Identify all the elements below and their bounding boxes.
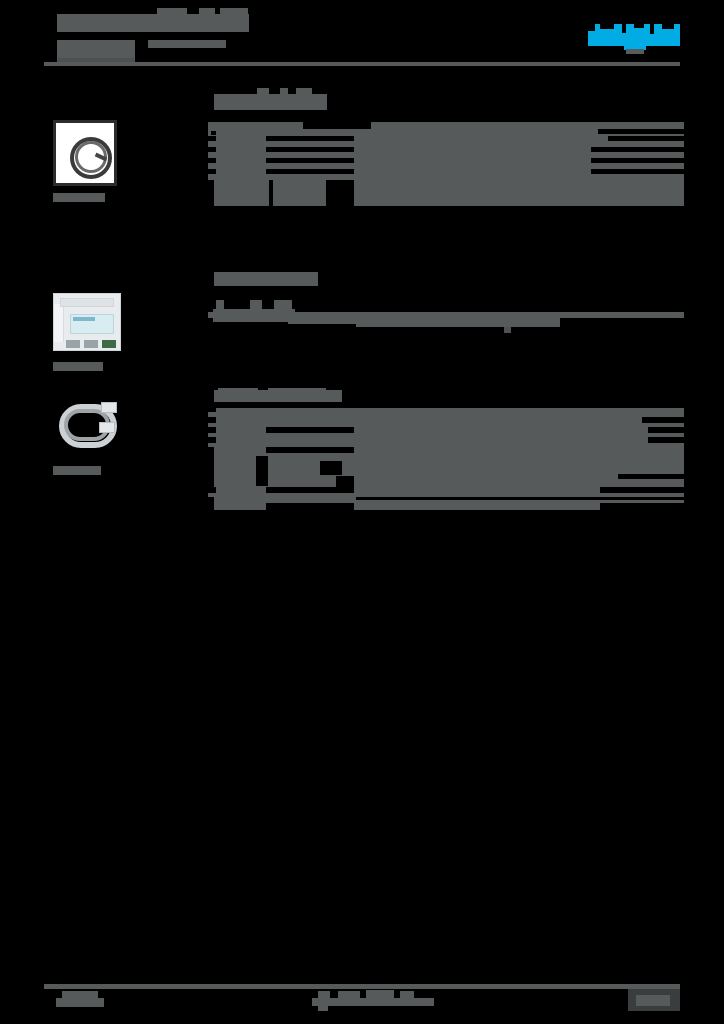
table-cell-gap bbox=[598, 129, 684, 134]
coiled-cable-icon bbox=[68, 135, 108, 175]
page-footer bbox=[0, 984, 724, 1024]
section-2-body bbox=[208, 312, 684, 338]
module-terminal bbox=[84, 340, 98, 348]
footer-center-text-line2 bbox=[312, 998, 434, 1006]
page-number bbox=[636, 995, 670, 1006]
footer-center-text bbox=[366, 990, 394, 998]
section-3-table bbox=[208, 408, 684, 510]
logo-notch bbox=[634, 24, 644, 28]
rj45-plug bbox=[99, 422, 115, 433]
section-1 bbox=[208, 88, 684, 110]
page-title-ascender-1 bbox=[157, 8, 187, 16]
logo-notch bbox=[588, 24, 595, 31]
page-title-line-2 bbox=[57, 40, 135, 58]
table-cell-gap bbox=[266, 158, 354, 163]
subheading-ascender bbox=[250, 300, 262, 309]
module-brand-mark bbox=[73, 317, 95, 321]
product-image-din-module bbox=[53, 293, 121, 371]
din-rail-module-icon bbox=[53, 293, 121, 351]
heading-bar bbox=[214, 390, 342, 402]
product-image-coiled-cable bbox=[53, 120, 117, 202]
section-1-table bbox=[208, 122, 684, 206]
page-header bbox=[0, 0, 724, 70]
table-header-cell bbox=[371, 122, 684, 129]
footer-center-text bbox=[400, 991, 414, 998]
section-3 bbox=[208, 386, 684, 408]
table-gutter bbox=[208, 136, 216, 141]
table-gutter bbox=[320, 461, 342, 475]
page-title-ascender-2 bbox=[199, 8, 215, 16]
table-gutter bbox=[208, 447, 214, 487]
header-divider bbox=[44, 62, 680, 66]
module-side-lip bbox=[54, 304, 64, 342]
table-gutter bbox=[336, 476, 354, 488]
table-gutter bbox=[208, 427, 216, 433]
table-cell-gap bbox=[266, 147, 354, 152]
table-row-gap bbox=[356, 497, 684, 500]
table-cell-gap bbox=[266, 503, 354, 510]
table-gutter bbox=[208, 497, 214, 510]
logo-notch bbox=[622, 24, 626, 33]
table-cell-gap bbox=[591, 169, 684, 174]
table-cell-gap bbox=[648, 427, 684, 433]
table-cell-gap bbox=[648, 437, 684, 443]
footer-center-text bbox=[338, 991, 360, 998]
footer-center-descender bbox=[318, 1006, 328, 1011]
patch-cable-icon bbox=[55, 402, 121, 444]
table-gutter bbox=[208, 158, 216, 163]
section-2 bbox=[208, 270, 684, 292]
heading-bar bbox=[214, 94, 327, 110]
module-terminal-green bbox=[102, 340, 116, 348]
table-gutter bbox=[208, 487, 216, 493]
table-gutter bbox=[208, 408, 216, 412]
logo-notch bbox=[650, 24, 654, 34]
footer-divider bbox=[44, 984, 680, 989]
table-cell-gap bbox=[618, 474, 684, 479]
section-3-heading bbox=[208, 386, 684, 408]
table-gutter bbox=[208, 437, 216, 443]
product-photo-frame bbox=[53, 120, 117, 186]
page-title-ascender-3 bbox=[220, 8, 248, 16]
table-gutter bbox=[208, 180, 214, 206]
subheading-ascender bbox=[274, 300, 292, 309]
body-line bbox=[356, 318, 560, 327]
page-title bbox=[57, 14, 249, 32]
table-cell-gap bbox=[591, 147, 684, 152]
table-cell-gap bbox=[642, 417, 684, 423]
table-header-cell bbox=[208, 122, 303, 129]
table-gutter bbox=[208, 169, 216, 174]
table-cell-gap bbox=[600, 503, 684, 510]
table-cell-gap bbox=[600, 487, 684, 493]
page-title-line-1 bbox=[57, 14, 249, 32]
table-gutter bbox=[269, 180, 273, 206]
logo-shadow bbox=[626, 49, 644, 54]
product-caption bbox=[53, 466, 101, 475]
footer-center-text bbox=[318, 991, 330, 998]
table-cell-gap bbox=[266, 447, 354, 453]
logo-notch bbox=[662, 24, 674, 29]
table-gutter bbox=[208, 147, 216, 152]
footer-left-text bbox=[62, 991, 98, 998]
product-photo-frame bbox=[53, 293, 121, 353]
table-gutter bbox=[256, 456, 268, 486]
hager-logo bbox=[588, 24, 680, 50]
section-2-heading bbox=[208, 270, 684, 292]
product-image-patch-cable bbox=[53, 398, 123, 475]
table-cell-gap bbox=[591, 158, 684, 163]
table-gutter bbox=[326, 180, 354, 206]
page-subtitle bbox=[148, 40, 226, 48]
product-photo-frame bbox=[53, 398, 123, 448]
table-cell-gap bbox=[266, 169, 354, 174]
logo-notch bbox=[600, 24, 614, 29]
page-number-badge bbox=[628, 989, 680, 1011]
table-cell-gap bbox=[266, 136, 354, 141]
body-descender bbox=[504, 327, 511, 333]
table-body-band bbox=[208, 408, 684, 510]
product-caption bbox=[53, 362, 103, 371]
rj45-plug bbox=[101, 402, 117, 413]
table-gutter bbox=[211, 131, 216, 135]
product-caption bbox=[53, 193, 105, 202]
footer-left-text-line2 bbox=[56, 998, 104, 1007]
heading-bar bbox=[214, 272, 318, 286]
table-gutter bbox=[208, 417, 216, 423]
table-cell-gap bbox=[608, 136, 684, 141]
section-1-heading bbox=[208, 88, 684, 110]
module-vent-strip bbox=[60, 298, 114, 307]
module-terminal bbox=[66, 340, 80, 348]
subheading-ascender bbox=[216, 300, 224, 309]
table-cell-gap bbox=[266, 427, 354, 433]
